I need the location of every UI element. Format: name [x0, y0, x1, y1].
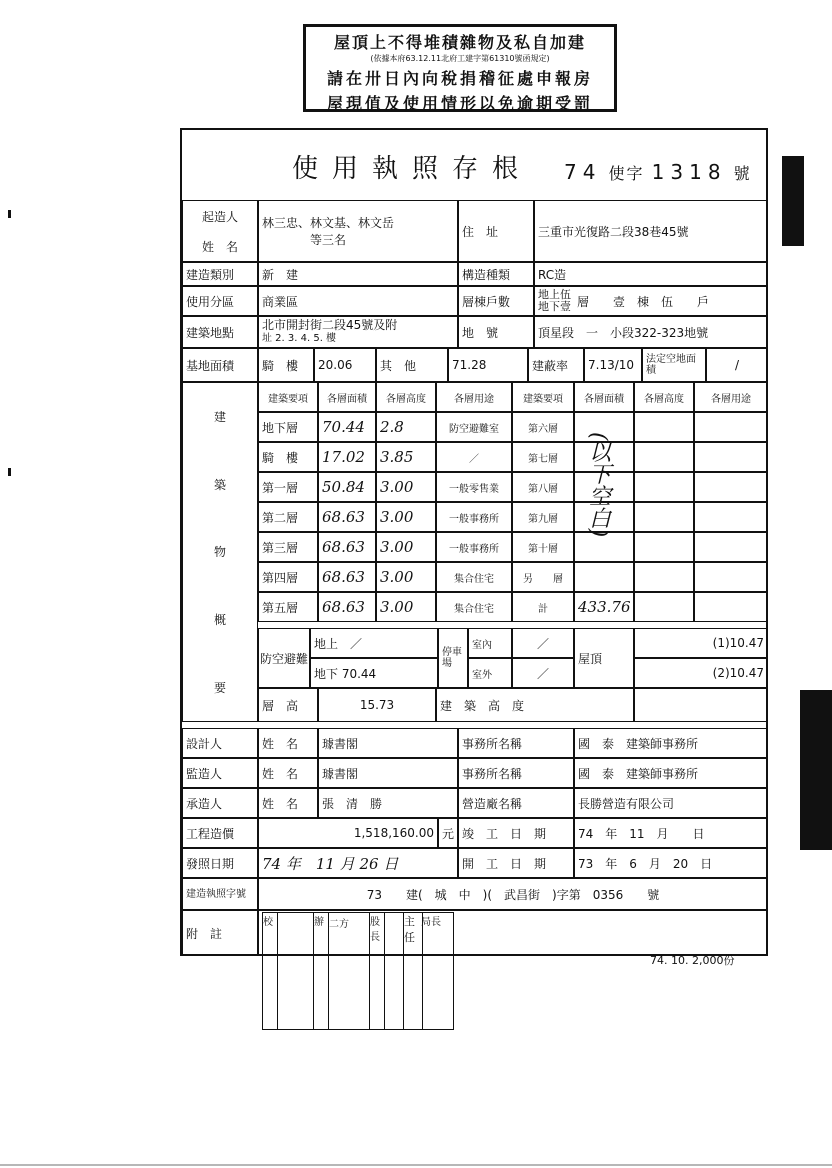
permit-number	[564, 160, 752, 184]
building-side-label	[182, 382, 258, 722]
floor-item-2: 第六層	[512, 412, 574, 442]
floor-use: ／	[436, 442, 512, 472]
contractor-office-label: 營造廠名稱	[458, 788, 574, 818]
sign-label-3: 二方	[329, 919, 349, 930]
page-title: 使用執照存根	[292, 154, 533, 184]
col-header-height-2: 各層高度	[634, 382, 694, 412]
roof-label: 屋頂	[574, 628, 634, 688]
sign-label-1: 校	[263, 913, 278, 1029]
floor-use: 集合住宅	[436, 562, 512, 592]
designer-name-label: 姓 名	[258, 728, 318, 758]
zone-label: 使用分區	[182, 286, 258, 316]
contractor-label: 承造人	[182, 788, 258, 818]
address-label: 住 址	[458, 200, 534, 262]
col-header-height: 各層高度	[376, 382, 436, 412]
building-height-label: 建 築 高 度	[436, 688, 634, 722]
legal-label: 法定空地面積	[642, 348, 706, 382]
permit-label: 建造執照字號	[182, 878, 258, 910]
floor-height: 3.00	[376, 532, 436, 562]
shelter-label	[258, 628, 310, 688]
supervisor-label: 監造人	[182, 758, 258, 788]
floor-use-2	[694, 472, 768, 502]
owner-names	[258, 200, 458, 262]
legal-value: /	[706, 348, 768, 382]
site-value	[258, 316, 458, 348]
roof-value-1: (1)10.47	[634, 628, 768, 658]
side-char-1: 建	[213, 410, 226, 425]
permit-value: 73 建( 城 中 )( 武昌街 )字第 0356 號	[258, 878, 768, 910]
floor-height-value: 15.73	[318, 688, 436, 722]
floor-height-label: 層 高	[258, 688, 318, 722]
shelter-down: 地下 70.44	[310, 658, 438, 688]
floor-item-2: 第七層	[512, 442, 574, 472]
contractor-name: 張 清 勝	[318, 788, 458, 818]
floor-use-2	[694, 592, 768, 622]
print-code: 74. 10. 2,000份	[650, 954, 735, 967]
start-label: 開 工 日 期	[458, 848, 574, 878]
floors-label: 層棟戶數	[458, 286, 534, 316]
floor-area-2: 433.76	[574, 592, 634, 622]
area-label: 基地面積	[182, 348, 258, 382]
supervisor-name: 璩書閣	[318, 758, 458, 788]
issue-date: 74 年 11 月 26 日	[258, 848, 458, 878]
floor-height: 3.00	[376, 502, 436, 532]
floor-area: 70.44	[318, 412, 376, 442]
floor-use-2	[694, 442, 768, 472]
issue-label: 發照日期	[182, 848, 258, 878]
floor-use: 集合住宅	[436, 592, 512, 622]
site-label: 建築地點	[182, 316, 258, 348]
designer-office-label: 事務所名稱	[458, 728, 574, 758]
floor-height-2	[634, 562, 694, 592]
contractor-name-label: 姓 名	[258, 788, 318, 818]
col-header-item-2: 建築要項	[512, 382, 574, 412]
structure-value: RC造	[534, 262, 768, 286]
lot-value: 頂星段 一 小段322-323地號	[534, 316, 768, 348]
sign-label-2: 辦	[313, 913, 329, 1029]
floor-use: 一般零售業	[436, 472, 512, 502]
parking-out-value: ／	[512, 658, 574, 688]
signature-box	[262, 912, 454, 1030]
floor-use-2	[694, 562, 768, 592]
complete-label: 竣 工 日 期	[458, 818, 574, 848]
floors-down: 地下壹	[538, 300, 571, 313]
type-label: 建造類別	[182, 262, 258, 286]
floors-count: 層 壹 棟 伍 戶	[577, 294, 710, 309]
scan-speck-2	[8, 468, 11, 476]
type-value: 新 建	[258, 262, 458, 286]
sign-label-6: 局長	[421, 917, 441, 928]
arcade-value: 20.06	[314, 348, 376, 382]
permit-year: 74	[564, 160, 602, 184]
floor-use: 防空避難室	[436, 412, 512, 442]
permit-word: 使字	[608, 164, 645, 183]
designer-office: 國 泰 建築師事務所	[574, 728, 768, 758]
floors-value	[534, 286, 768, 316]
floor-item: 騎 樓	[258, 442, 318, 472]
floor-use: 一般事務所	[436, 502, 512, 532]
floor-height: 2.8	[376, 412, 436, 442]
edge-mark-1	[782, 156, 804, 246]
shelter-label-text: 防空避難	[260, 651, 309, 666]
start-date: 73 年 6 月 20 日	[574, 848, 768, 878]
owner-label-top: 起造人	[201, 209, 238, 224]
floor-area-2	[574, 562, 634, 592]
floor-height: 3.85	[376, 442, 436, 472]
floor-height: 3.00	[376, 562, 436, 592]
owner-names-1: 林三忠、林文基、林文岳	[262, 216, 395, 230]
floor-item: 第五層	[258, 592, 318, 622]
floors-up: 地上伍	[538, 288, 571, 301]
edge-mark-2	[800, 690, 832, 850]
cost-unit: 元	[438, 818, 458, 848]
shelter-up: 地上 ／	[310, 628, 438, 658]
owner-address: 三重市光復路二段38巷45號	[534, 200, 768, 262]
floor-height-2	[634, 412, 694, 442]
floor-height-2	[634, 592, 694, 622]
floor-item: 第一層	[258, 472, 318, 502]
site-value-2: 址 2. 3. 4. 5. 樓	[262, 333, 337, 344]
floor-height-2	[634, 532, 694, 562]
zone-value: 商業區	[258, 286, 458, 316]
floor-area: 68.63	[318, 592, 376, 622]
floor-area: 68.63	[318, 532, 376, 562]
floor-height-2	[634, 442, 694, 472]
structure-label: 構造種類	[458, 262, 534, 286]
owner-label-bottom: 姓 名	[201, 239, 238, 254]
floor-item: 地下層	[258, 412, 318, 442]
side-char-2: 築	[213, 477, 226, 492]
floor-area: 50.84	[318, 472, 376, 502]
col-header-use: 各層用途	[436, 382, 512, 412]
floor-height-2	[634, 472, 694, 502]
notes-label: 附 註	[182, 910, 258, 956]
notice-stamp	[303, 24, 617, 112]
sign-label-4: 股長	[369, 913, 385, 1029]
supervisor-name-label: 姓 名	[258, 758, 318, 788]
supervisor-office: 國 泰 建築師事務所	[574, 758, 768, 788]
stamp-line-2: (依據本府63.12.11北府工建字第61310號函規定)	[370, 54, 550, 63]
side-char-5: 要	[213, 680, 226, 695]
floor-item-2: 第九層	[512, 502, 574, 532]
stamp-line-3: 請在卅日內向稅捐稽征處申報房	[326, 69, 593, 88]
owner-label	[182, 200, 258, 262]
floor-area: 68.63	[318, 502, 376, 532]
scan-speck-1	[8, 210, 11, 218]
floor-item: 第二層	[258, 502, 318, 532]
floor-item-2: 計	[512, 592, 574, 622]
floor-item-2: 第十層	[512, 532, 574, 562]
parking-in-label: 室內	[468, 628, 512, 658]
building-height-value	[634, 688, 768, 722]
floor-item: 第三層	[258, 532, 318, 562]
contractor-office: 長勝營造有限公司	[574, 788, 768, 818]
permit-num: 1318	[651, 160, 727, 184]
bottom-edge	[0, 1164, 832, 1166]
col-header-item: 建築要項	[258, 382, 318, 412]
sign-label-5: 主任	[403, 913, 423, 1029]
designer-label: 設計人	[182, 728, 258, 758]
col-header-area-2: 各層面積	[574, 382, 634, 412]
floor-use-2	[694, 532, 768, 562]
coverage-value: 7.13/10	[584, 348, 642, 382]
cost-value: 1,518,160.00	[258, 818, 438, 848]
parking-out-label: 室外	[468, 658, 512, 688]
side-char-4: 概	[213, 613, 226, 628]
floor-area: 68.63	[318, 562, 376, 592]
parking-label: 停車場	[438, 628, 468, 688]
coverage-label: 建蔽率	[528, 348, 584, 382]
roof-value-2: (2)10.47	[634, 658, 768, 688]
complete-date: 74 年 11 月 日	[574, 818, 768, 848]
col-header-area: 各層面積	[318, 382, 376, 412]
other-value: 71.28	[448, 348, 528, 382]
side-char-3: 物	[213, 545, 226, 560]
floor-item-2: 第八層	[512, 472, 574, 502]
floor-use: 一般事務所	[436, 532, 512, 562]
permit-form	[180, 128, 768, 956]
floor-height: 3.00	[376, 472, 436, 502]
designer-name: 璩書閣	[318, 728, 458, 758]
arcade-label: 騎 樓	[258, 348, 314, 382]
owner-names-2: 等三名	[310, 233, 347, 247]
blank-note: (以下空白)	[585, 432, 611, 538]
supervisor-office-label: 事務所名稱	[458, 758, 574, 788]
site-value-1: 北市開封街二段45號及附	[262, 318, 398, 332]
floor-item: 第四層	[258, 562, 318, 592]
stamp-line-1: 屋頂上不得堆積雜物及私自加建	[333, 33, 586, 52]
floor-height: 3.00	[376, 592, 436, 622]
stamp-line-4: 屋現值及使用情形以免逾期受罰	[326, 94, 593, 113]
floor-use-2	[694, 412, 768, 442]
other-label: 其 他	[376, 348, 448, 382]
parking-in-value: ／	[512, 628, 574, 658]
col-header-use-2: 各層用途	[694, 382, 768, 412]
floor-item-2: 另 層	[512, 562, 574, 592]
permit-suffix: 號	[733, 164, 752, 183]
floor-use-2	[694, 502, 768, 532]
cost-label: 工程造價	[182, 818, 258, 848]
lot-label: 地 號	[458, 316, 534, 348]
floor-area: 17.02	[318, 442, 376, 472]
floor-height-2	[634, 502, 694, 532]
